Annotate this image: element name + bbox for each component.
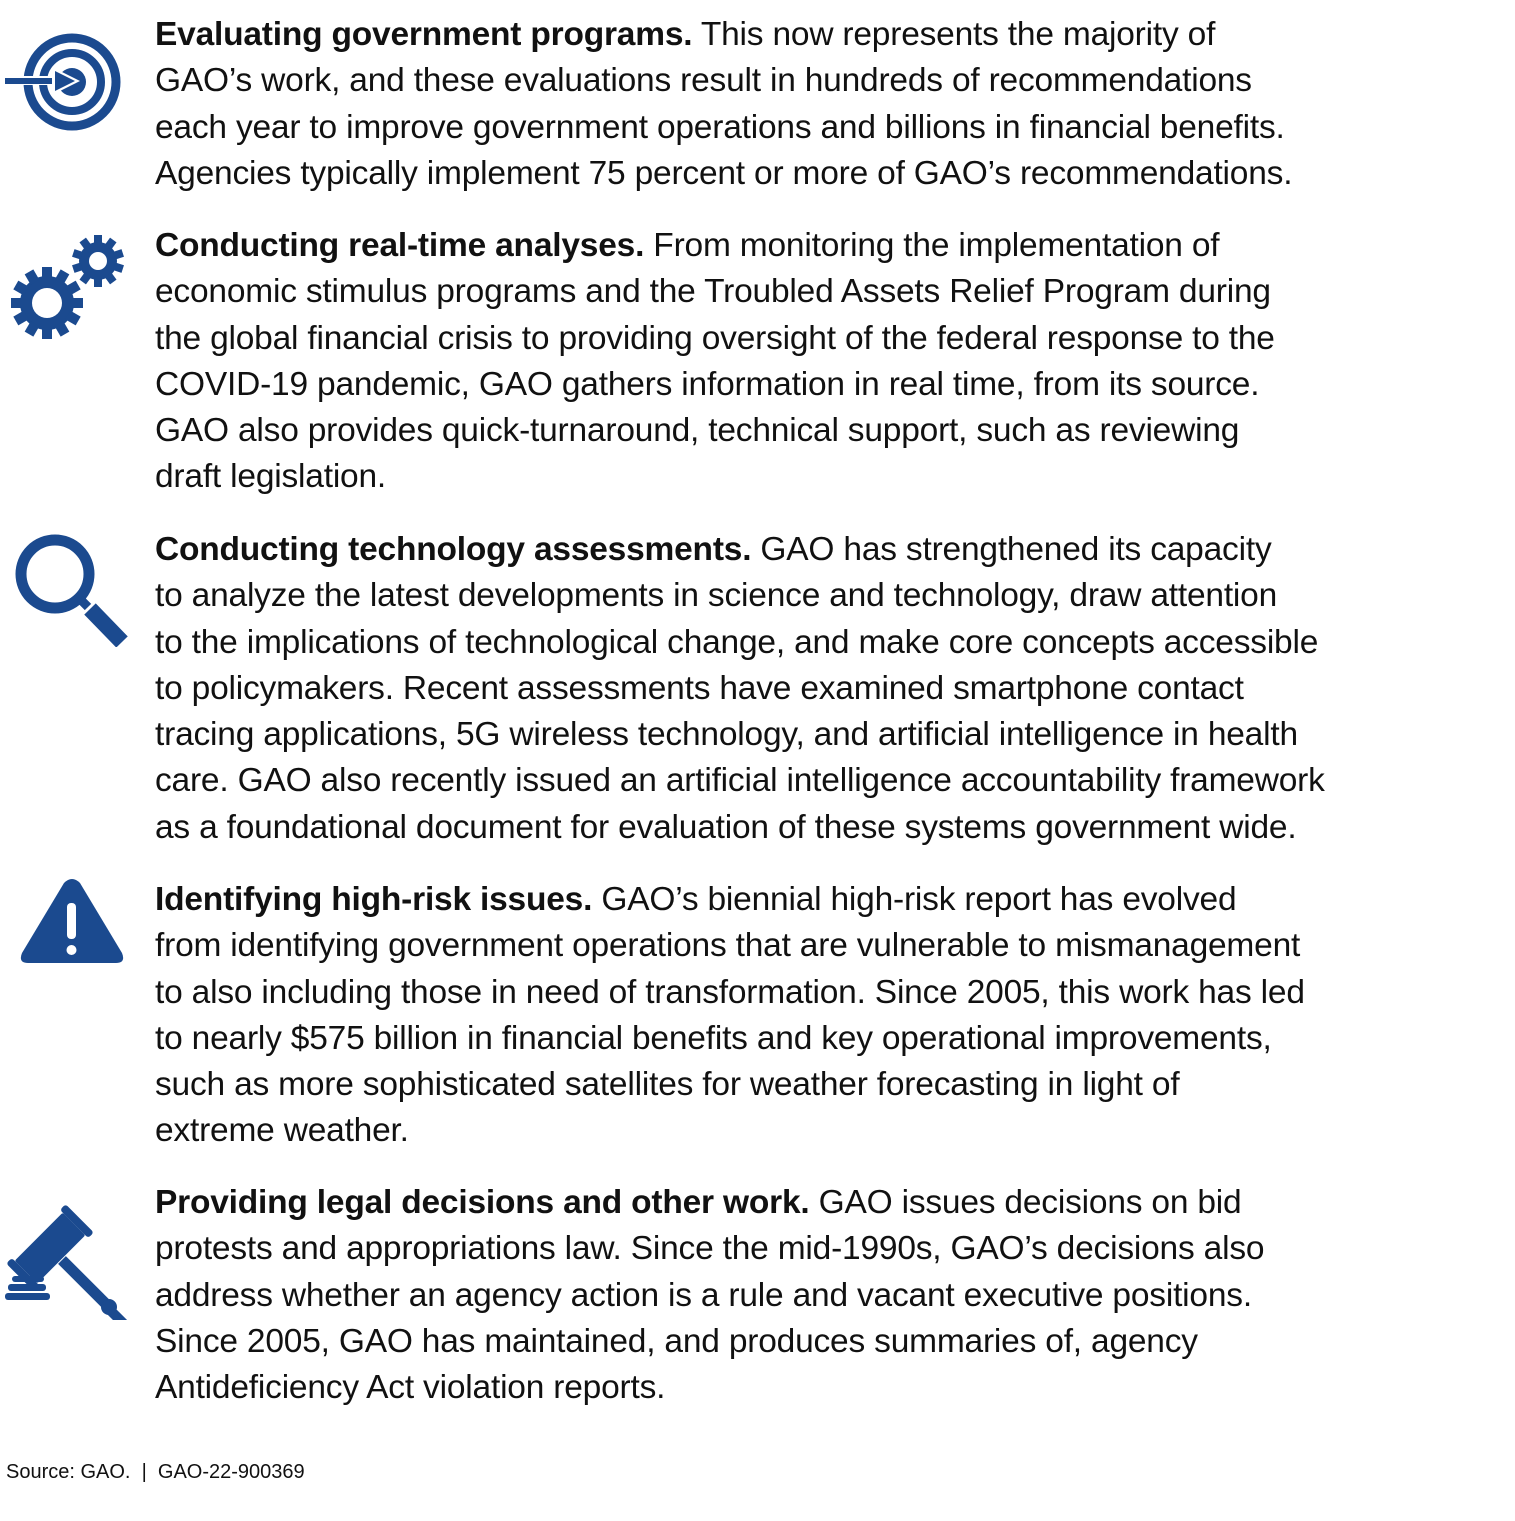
item-text xyxy=(155,527,1515,851)
item-lead: Evaluating government programs. xyxy=(155,16,693,53)
item-line: Providing legal decisions and other work. GAO issues decisions on bid xyxy=(155,1184,1242,1221)
item-lead: Conducting real-time analyses. xyxy=(155,227,645,264)
item-line: extreme weather. xyxy=(155,1112,409,1150)
item-lead: Identifying high-risk issues. xyxy=(155,881,593,918)
item-lead: Providing legal decisions and other work. xyxy=(155,1184,810,1221)
item-line: economic stimulus programs and the Troubled Assets Relief Program during xyxy=(155,273,1271,311)
item-line: each year to improve government operations and billions in financial benefits. xyxy=(155,108,1285,146)
item-line: Antideficiency Act violation reports. xyxy=(155,1369,666,1407)
item-text xyxy=(155,223,1515,501)
item-line: Agencies typically implement 75 percent or more of GAO’s recommendations. xyxy=(155,154,1293,192)
item-line: to policymakers. Recent assessments have examined smartphone contact xyxy=(155,669,1244,707)
item-line: draft legislation. xyxy=(155,458,387,496)
item-line: Identifying high-risk issues. GAO’s biennial high-risk report has evolved xyxy=(155,881,1237,918)
gears-icon xyxy=(0,223,140,353)
item-line: the global financial crisis to providing oversight of the federal response to the xyxy=(155,319,1275,357)
item-line: Since 2005, GAO has maintained, and produces summaries of, agency xyxy=(155,1322,1198,1360)
item-text xyxy=(155,12,1515,197)
item-text xyxy=(155,1180,1515,1411)
item-line: from identifying government operations that are vulnerable to mismanagement xyxy=(155,927,1301,965)
gavel-icon xyxy=(0,1180,140,1320)
item-line: tracing applications, 5G wireless technology, and artificial intelligence in health xyxy=(155,716,1298,754)
item-line: address whether an agency action is a rule and vacant executive positions. xyxy=(155,1276,1252,1314)
item-line: Conducting real-time analyses. From monitoring the implementation of xyxy=(155,227,1220,264)
magnifying-glass-icon xyxy=(0,527,140,647)
item-lead: Conducting technology assessments. xyxy=(155,531,752,568)
item-line: care. GAO also recently issued an artificial intelligence accountability framework xyxy=(155,762,1325,800)
item-line: Conducting technology assessments. GAO has strengthened its capacity xyxy=(155,531,1272,568)
item-line: COVID-19 pandemic, GAO gathers information in real time, from its source. xyxy=(155,365,1260,403)
item-line: as a foundational document for evaluation of these systems government wide. xyxy=(155,808,1297,846)
item-line: to analyze the latest developments in science and technology, draw attention xyxy=(155,577,1278,615)
item-text xyxy=(155,877,1515,1155)
item-line: GAO also provides quick-turnaround, technical support, such as reviewing xyxy=(155,412,1240,450)
item-line: to nearly $575 billion in financial benefits and key operational improvements, xyxy=(155,1019,1272,1057)
item-line: to the implications of technological change, and make core concepts accessible xyxy=(155,623,1319,661)
target-arrow-icon xyxy=(0,12,140,152)
item-line: such as more sophisticated satellites for weather forecasting in light of xyxy=(155,1066,1180,1104)
source-note: Source: GAO. | GAO-22-900369 xyxy=(6,1461,305,1483)
item-line: Evaluating government programs. This now represents the majority of xyxy=(155,16,1216,53)
item-line: protests and appropriations law. Since the mid-1990s, GAO’s decisions also xyxy=(155,1230,1265,1268)
item-line: to also including those in need of transformation. Since 2005, this work has led xyxy=(155,973,1305,1011)
item-line: GAO’s work, and these evaluations result in hundreds of recommendations xyxy=(155,62,1252,100)
warning-triangle-icon xyxy=(0,877,140,977)
